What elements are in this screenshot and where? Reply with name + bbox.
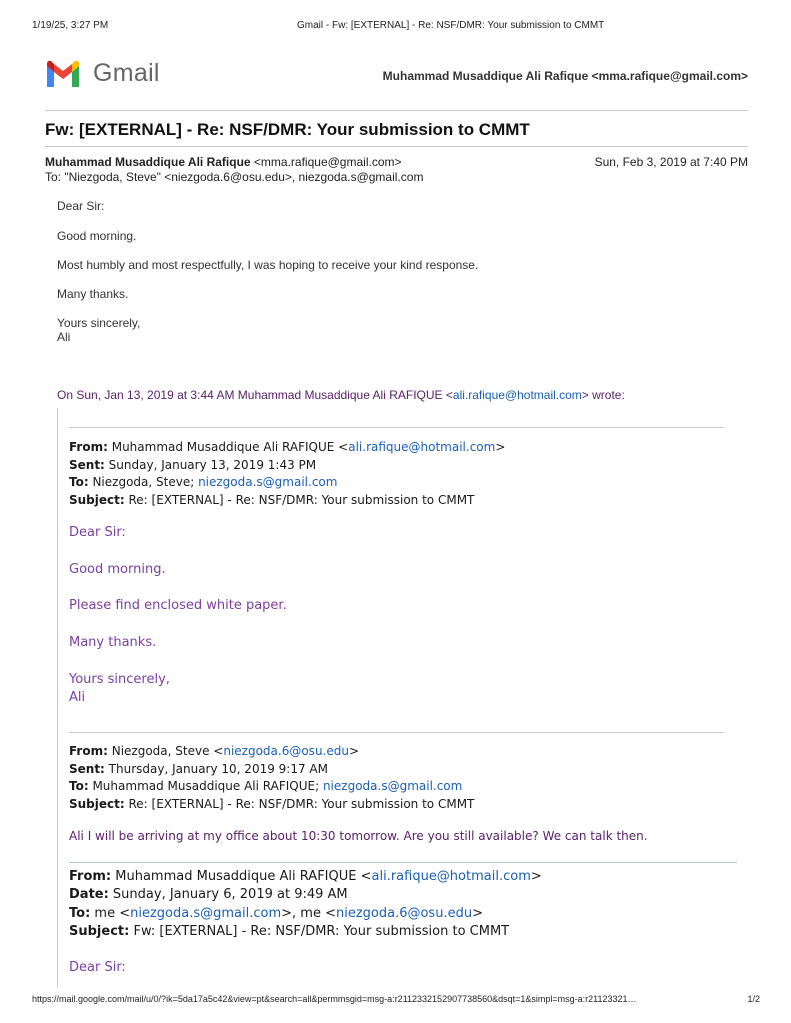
body-line: Dear Sir: (57, 199, 105, 213)
from-label: From: (69, 869, 112, 884)
quote-attribution (57, 388, 625, 402)
fwd2-from (69, 744, 359, 758)
fwd1-to (69, 475, 337, 489)
fwd3-subject (69, 924, 509, 939)
fwd2-divider (69, 732, 724, 733)
gmail-m-icon (45, 60, 81, 88)
sender-email: <mma.rafique@gmail.com> (253, 155, 402, 169)
subject-value: Re: [EXTERNAL] - Re: NSF/DMR: Your submission to CMMT (124, 493, 475, 507)
fwd1-body-line: Good morning. (69, 562, 166, 577)
from-name: Muhammad Musaddique Ali RAFIQUE < (111, 869, 372, 884)
date-value: Sunday, January 6, 2019 at 9:49 AM (108, 887, 348, 902)
to-email-link[interactable]: niezgoda.s@gmail.com (198, 475, 338, 489)
body-line: Many thanks. (57, 287, 129, 301)
fwd1-body-line: Dear Sir: (69, 525, 126, 540)
thread-subject: Fw: [EXTERNAL] - Re: NSF/DMR: Your submission to CMMT (45, 120, 530, 139)
to-prefix: To: (45, 170, 65, 184)
print-title: Gmail - Fw: [EXTERNAL] - Re: NSF/DMR: Your submission to CMMT (297, 20, 605, 31)
fwd3-body: Dear Sir: (69, 960, 126, 975)
from-email-link[interactable]: ali.rafique@hotmail.com (371, 869, 531, 884)
from-name: Niezgoda, Steve < (107, 744, 224, 758)
fwd3-to (69, 906, 483, 921)
fwd2-body: Ali I will be arriving at my office about 10:30 tomorrow. Are you still available? We can talk then. (69, 829, 648, 843)
message-sender (45, 155, 402, 169)
to-part: >, me < (281, 906, 336, 921)
fwd3-divider (69, 862, 737, 863)
from-email-link[interactable]: niezgoda.6@osu.edu (223, 744, 349, 758)
fwd1-sent (69, 458, 316, 472)
body-line: Ali (57, 330, 71, 344)
body-line: Yours sincerely, (57, 316, 141, 330)
to-label: To: (69, 906, 91, 921)
fwd1-body-line: Ali (69, 690, 86, 705)
sender-name: Muhammad Musaddique Ali Rafique (45, 155, 251, 169)
print-url: https://mail.google.com/mail/u/0/?ik=5da17a5c42&view=pt&search=all&permmsgid=msg-a:r2112332152907738560&dsqt=1&simpl=msg-a:r21123321… (32, 994, 637, 1004)
fwd1-body-line: Many thanks. (69, 635, 157, 650)
top-divider (45, 110, 748, 111)
message-date: Sun, Feb 3, 2019 at 7:40 PM (594, 155, 748, 169)
account-name: Muhammad Musaddique Ali Rafique <mma.rafique@gmail.com> (382, 69, 748, 83)
to-label: To: (69, 475, 89, 489)
quote-bar (57, 408, 58, 988)
date-label: Date: (69, 887, 109, 902)
fwd2-subject (69, 797, 474, 811)
from-end: > (530, 869, 542, 884)
body-line: Good morning. (57, 229, 137, 243)
quote-prefix: On Sun, Jan 13, 2019 at 3:44 AM Muhammad Musaddique Ali RAFIQUE < (57, 388, 453, 402)
message-recipients (45, 170, 423, 184)
page-number: 1/2 (747, 994, 760, 1004)
fwd2-sent (69, 762, 328, 776)
from-label: From: (69, 440, 108, 454)
to-end: > (472, 906, 483, 921)
subject-value: Re: [EXTERNAL] - Re: NSF/DMR: Your submission to CMMT (124, 797, 475, 811)
to-list: "Niezgoda, Steve" <niezgoda.6@osu.edu>, niezgoda.s@gmail.com (64, 170, 424, 184)
sent-label: Sent: (69, 458, 105, 472)
print-timestamp: 1/19/25, 3:27 PM (32, 20, 109, 31)
to-name: Niezgoda, Steve; (88, 475, 199, 489)
sent-label: Sent: (69, 762, 105, 776)
fwd2-to (69, 779, 462, 793)
fwd1-body-line: Please find enclosed white paper. (69, 598, 287, 613)
to-part: me < (90, 906, 131, 921)
subject-label: Subject: (69, 924, 130, 939)
from-end: > (348, 744, 360, 758)
to-email-link-1[interactable]: niezgoda.s@gmail.com (130, 906, 282, 921)
quote-email-link[interactable]: ali.rafique@hotmail.com (452, 388, 582, 402)
fwd1-body-line: Yours sincerely, (69, 672, 170, 687)
to-label: To: (69, 779, 89, 793)
sent-value: Thursday, January 10, 2019 9:17 AM (104, 762, 328, 776)
from-email-link[interactable]: ali.rafique@hotmail.com (348, 440, 496, 454)
from-name: Muhammad Musaddique Ali RAFIQUE < (107, 440, 349, 454)
fwd1-divider (69, 427, 724, 428)
gmail-wordmark: Gmail (93, 59, 160, 87)
to-name: Muhammad Musaddique Ali RAFIQUE; (88, 779, 323, 793)
fwd1-subject (69, 493, 474, 507)
fwd3-from (69, 869, 542, 884)
body-line: Most humbly and most respectfully, I was hoping to receive your kind response. (57, 258, 479, 272)
from-label: From: (69, 744, 108, 758)
subject-divider (45, 146, 748, 147)
subject-value: Fw: [EXTERNAL] - Re: NSF/DMR: Your submission to CMMT (129, 924, 510, 939)
subject-label: Subject: (69, 493, 125, 507)
from-end: > (495, 440, 506, 454)
sent-value: Sunday, January 13, 2019 1:43 PM (104, 458, 317, 472)
to-email-link-2[interactable]: niezgoda.6@osu.edu (335, 906, 473, 921)
fwd1-from (69, 440, 505, 454)
to-email-link[interactable]: niezgoda.s@gmail.com (322, 779, 463, 793)
quote-suffix: > wrote: (581, 388, 625, 402)
fwd3-date (69, 887, 348, 902)
subject-label: Subject: (69, 797, 125, 811)
